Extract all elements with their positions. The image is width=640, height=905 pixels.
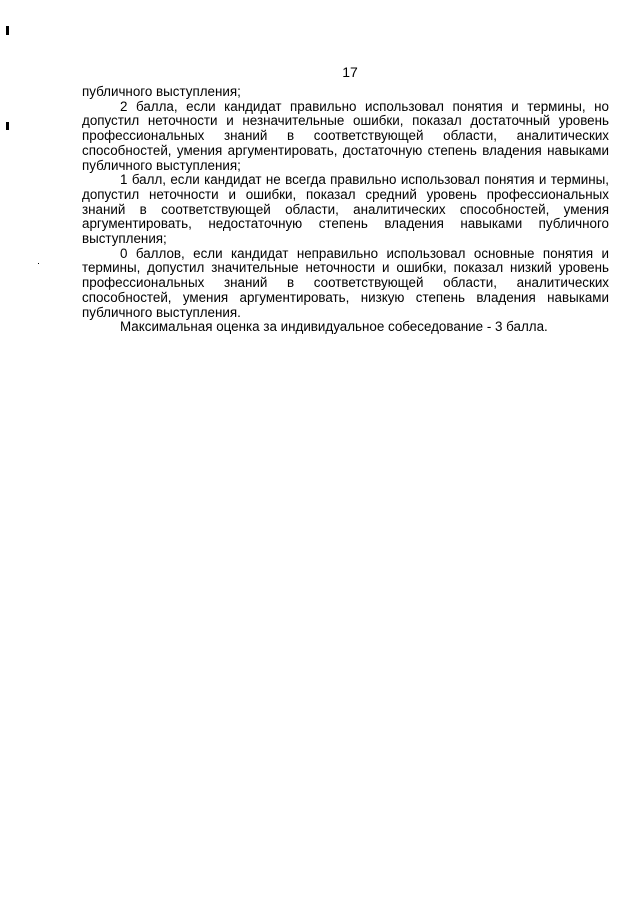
paragraph-continuation: публичного выступления; xyxy=(82,84,241,99)
paragraph-max-score: Максимальная оценка за индивидуальное собеседование - 3 балла. xyxy=(120,319,548,335)
scan-mark-middle xyxy=(6,122,9,130)
paragraph-1-point: 1 балл, если кандидат не всегда правильно использовал понятия и термины, допустил неточности и ошибки, показал средний уровень профессиональных знаний в соответствующей области, аналитических способностей, умения аргументировать, недостаточную степень владения навыками публичного выступления; xyxy=(82,172,609,247)
scan-mark-top xyxy=(6,26,9,35)
page-number: 17 xyxy=(342,64,358,80)
scan-mark-dot xyxy=(38,263,39,264)
document-body xyxy=(82,85,609,335)
paragraph-2-points: 2 балла, если кандидат правильно использовал понятия и термины, но допустил неточности и незначительные ошибки, показал достаточный уровень профессиональных знаний в соответствующей области, аналитических способностей, умения аргументировать, достаточную степень владения навыками публичного выступления; xyxy=(82,98,609,173)
paragraph-0-points: 0 баллов, если кандидат неправильно использовал основные понятия и термины, допустил значительные неточности и ошибки, показал низкий уровень профессиональных знаний в соответствующей области, аналитических способностей, умения аргументировать, низкую степень владения навыками публичного выступления. xyxy=(82,245,609,320)
